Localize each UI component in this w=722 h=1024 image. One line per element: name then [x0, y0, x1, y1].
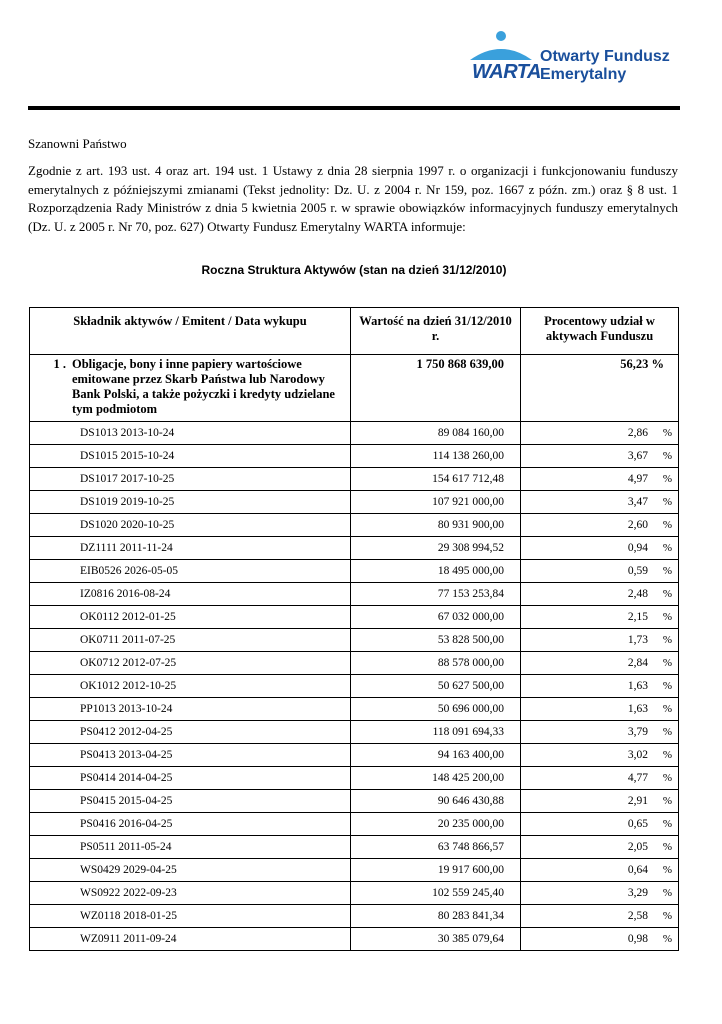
category-percent: 56,23 %	[521, 355, 679, 422]
security-name: OK0712 2012-07-25	[30, 652, 351, 675]
security-name: EIB0526 2026-05-05	[30, 560, 351, 583]
table-row	[30, 629, 679, 652]
header-divider	[28, 106, 680, 110]
category-row	[30, 355, 679, 422]
security-value: 63 748 866,57	[350, 836, 520, 859]
security-percent-cell	[521, 790, 679, 813]
security-value: 30 385 079,64	[350, 928, 520, 951]
table-row	[30, 790, 679, 813]
security-value: 18 495 000,00	[350, 560, 520, 583]
security-name: PP1013 2013-10-24	[30, 698, 351, 721]
security-value: 77 153 253,84	[350, 583, 520, 606]
warta-umbrella-icon	[468, 30, 534, 64]
security-percent-cell	[521, 629, 679, 652]
security-percent: 3,67	[627, 450, 648, 462]
security-name: WZ0118 2018-01-25	[30, 905, 351, 928]
security-percent: 2,60	[627, 519, 648, 531]
security-percent: 2,15	[627, 611, 648, 623]
security-value: 94 163 400,00	[350, 744, 520, 767]
table-row	[30, 514, 679, 537]
security-percent: 4,77	[627, 772, 648, 784]
security-percent-cell	[521, 882, 679, 905]
security-value: 67 032 000,00	[350, 606, 520, 629]
table-row	[30, 675, 679, 698]
security-percent: 3,29	[627, 887, 648, 899]
table-row	[30, 882, 679, 905]
security-percent-cell	[521, 445, 679, 468]
security-name: DS1013 2013-10-24	[30, 422, 351, 445]
security-percent: 1,63	[627, 703, 648, 715]
table-row	[30, 859, 679, 882]
table-row	[30, 721, 679, 744]
percent-sign: %	[662, 680, 672, 692]
security-value: 80 283 841,34	[350, 905, 520, 928]
security-value: 107 921 000,00	[350, 491, 520, 514]
percent-sign: %	[662, 657, 672, 669]
table-row	[30, 744, 679, 767]
security-value: 53 828 500,00	[350, 629, 520, 652]
security-value: 89 084 160,00	[350, 422, 520, 445]
security-percent-cell	[521, 606, 679, 629]
security-value: 29 308 994,52	[350, 537, 520, 560]
category-label: Obligacje, bony i inne papiery wartościowe emitowane przez Skarb Państwa lub Narodowy Bank Polski, a także pożyczki i kredyty udzielane tym podmiotom	[72, 357, 335, 416]
security-name: OK1012 2012-10-25	[30, 675, 351, 698]
security-percent-cell	[521, 468, 679, 491]
intro-paragraph: Zgodnie z art. 193 ust. 4 oraz art. 194 ust. 1 Ustawy z dnia 28 sierpnia 1997 r. o organizacji i funkcjonowaniu funduszy emerytalnych z późniejszymi zmianami (Tekst jednolity: Dz. U. z 2004 r. Nr 159, poz. 1667 z późn. zm.) oraz § 8 ust. 1 Rozporządzenia Rady Ministrów z dnia 5 kwietnia 2005 r. w sprawie obowiązków informacyjnych funduszy emerytalnych (Dz. U. z 2005 r. Nr 70, poz. 627) Otwarty Fundusz Emerytalny WARTA informuje:	[28, 163, 678, 234]
security-percent-cell	[521, 767, 679, 790]
security-percent: 2,05	[627, 841, 648, 853]
percent-sign: %	[662, 887, 672, 899]
percent-sign: %	[662, 542, 672, 554]
security-percent-cell	[521, 652, 679, 675]
security-value: 154 617 712,48	[350, 468, 520, 491]
security-value: 19 917 600,00	[350, 859, 520, 882]
security-percent-cell	[521, 744, 679, 767]
percent-sign: %	[662, 841, 672, 853]
security-percent: 1,73	[627, 634, 648, 646]
header-value: Wartość na dzień 31/12/2010 r.	[350, 308, 520, 355]
security-value: 20 235 000,00	[350, 813, 520, 836]
percent-sign: %	[662, 496, 672, 508]
table-row	[30, 905, 679, 928]
security-percent-cell	[521, 491, 679, 514]
security-percent: 4,97	[627, 473, 648, 485]
security-percent-cell	[521, 813, 679, 836]
security-percent: 0,59	[627, 565, 648, 577]
security-percent: 0,98	[627, 933, 648, 945]
header-percent: Procentowy udział w aktywach Funduszu	[521, 308, 679, 355]
category-number: 1 .	[53, 357, 66, 371]
security-name: DS1019 2019-10-25	[30, 491, 351, 514]
security-percent: 2,91	[627, 795, 648, 807]
security-percent-cell	[521, 859, 679, 882]
security-name: DS1015 2015-10-24	[30, 445, 351, 468]
percent-sign: %	[662, 703, 672, 715]
security-percent-cell	[521, 928, 679, 951]
percent-sign: %	[662, 726, 672, 738]
security-percent-cell	[521, 583, 679, 606]
table-row	[30, 445, 679, 468]
table-row	[30, 583, 679, 606]
security-percent-cell	[521, 698, 679, 721]
security-name: PS0416 2016-04-25	[30, 813, 351, 836]
logo-name-line2: Emerytalny	[540, 66, 627, 83]
logo-name-line1: Otwarty Fundusz	[540, 48, 670, 65]
security-name: IZ0816 2016-08-24	[30, 583, 351, 606]
security-name: WS0429 2029-04-25	[30, 859, 351, 882]
security-percent-cell	[521, 836, 679, 859]
percent-sign: %	[662, 565, 672, 577]
table-row	[30, 468, 679, 491]
security-percent: 0,65	[627, 818, 648, 830]
table-row	[30, 560, 679, 583]
security-percent: 2,86	[627, 427, 648, 439]
percent-sign: %	[662, 772, 672, 784]
percent-sign: %	[662, 910, 672, 922]
document-title: Roczna Struktura Aktywów (stan na dzień 31/12/2010)	[201, 263, 507, 277]
header-component: Składnik aktywów / Emitent / Data wykupu	[30, 308, 351, 355]
security-value: 148 425 200,00	[350, 767, 520, 790]
security-value: 80 931 900,00	[350, 514, 520, 537]
percent-sign: %	[662, 634, 672, 646]
percent-sign: %	[662, 818, 672, 830]
table-row	[30, 422, 679, 445]
security-percent-cell	[521, 537, 679, 560]
assets-table	[29, 307, 679, 951]
security-percent-cell	[521, 675, 679, 698]
table-row	[30, 698, 679, 721]
security-percent: 2,48	[627, 588, 648, 600]
percent-sign: %	[662, 519, 672, 531]
security-name: OK0711 2011-07-25	[30, 629, 351, 652]
security-percent: 2,58	[627, 910, 648, 922]
security-percent: 1,63	[627, 680, 648, 692]
percent-sign: %	[662, 450, 672, 462]
security-percent-cell	[521, 514, 679, 537]
category-value: 1 750 868 639,00	[350, 355, 520, 422]
table-row	[30, 767, 679, 790]
security-value: 90 646 430,88	[350, 790, 520, 813]
security-percent: 2,84	[627, 657, 648, 669]
percent-sign: %	[662, 933, 672, 945]
security-value: 50 696 000,00	[350, 698, 520, 721]
percent-sign: %	[662, 749, 672, 761]
table-row	[30, 537, 679, 560]
security-name: PS0511 2011-05-24	[30, 836, 351, 859]
warta-logo	[458, 22, 678, 98]
table-row	[30, 491, 679, 514]
logo-brand: WARTA	[472, 61, 541, 83]
table-row	[30, 836, 679, 859]
logo-fund-name	[540, 48, 670, 84]
table-row	[30, 606, 679, 629]
security-percent: 0,94	[627, 542, 648, 554]
security-value: 88 578 000,00	[350, 652, 520, 675]
category-label-cell	[30, 355, 351, 422]
table-row	[30, 813, 679, 836]
security-percent: 3,79	[627, 726, 648, 738]
security-name: PS0413 2013-04-25	[30, 744, 351, 767]
security-name: PS0414 2014-04-25	[30, 767, 351, 790]
security-name: DS1020 2020-10-25	[30, 514, 351, 537]
percent-sign: %	[662, 795, 672, 807]
security-value: 118 091 694,33	[350, 721, 520, 744]
percent-sign: %	[662, 864, 672, 876]
percent-sign: %	[662, 611, 672, 623]
security-percent: 0,64	[627, 864, 648, 876]
security-value: 114 138 260,00	[350, 445, 520, 468]
security-value: 102 559 245,40	[350, 882, 520, 905]
table-row	[30, 652, 679, 675]
table-row	[30, 928, 679, 951]
security-name: PS0412 2012-04-25	[30, 721, 351, 744]
security-name: WZ0911 2011-09-24	[30, 928, 351, 951]
percent-sign: %	[662, 427, 672, 439]
security-percent: 3,02	[627, 749, 648, 761]
security-percent-cell	[521, 721, 679, 744]
security-percent: 3,47	[627, 496, 648, 508]
percent-sign: %	[662, 473, 672, 485]
security-name: DZ1111 2011-11-24	[30, 537, 351, 560]
security-percent-cell	[521, 422, 679, 445]
table-header-row	[30, 308, 679, 355]
greeting: Szanowni Państwo	[28, 136, 127, 151]
security-percent-cell	[521, 905, 679, 928]
security-name: DS1017 2017-10-25	[30, 468, 351, 491]
security-name: OK0112 2012-01-25	[30, 606, 351, 629]
security-percent-cell	[521, 560, 679, 583]
percent-sign: %	[662, 588, 672, 600]
security-name: WS0922 2022-09-23	[30, 882, 351, 905]
security-name: PS0415 2015-04-25	[30, 790, 351, 813]
security-value: 50 627 500,00	[350, 675, 520, 698]
